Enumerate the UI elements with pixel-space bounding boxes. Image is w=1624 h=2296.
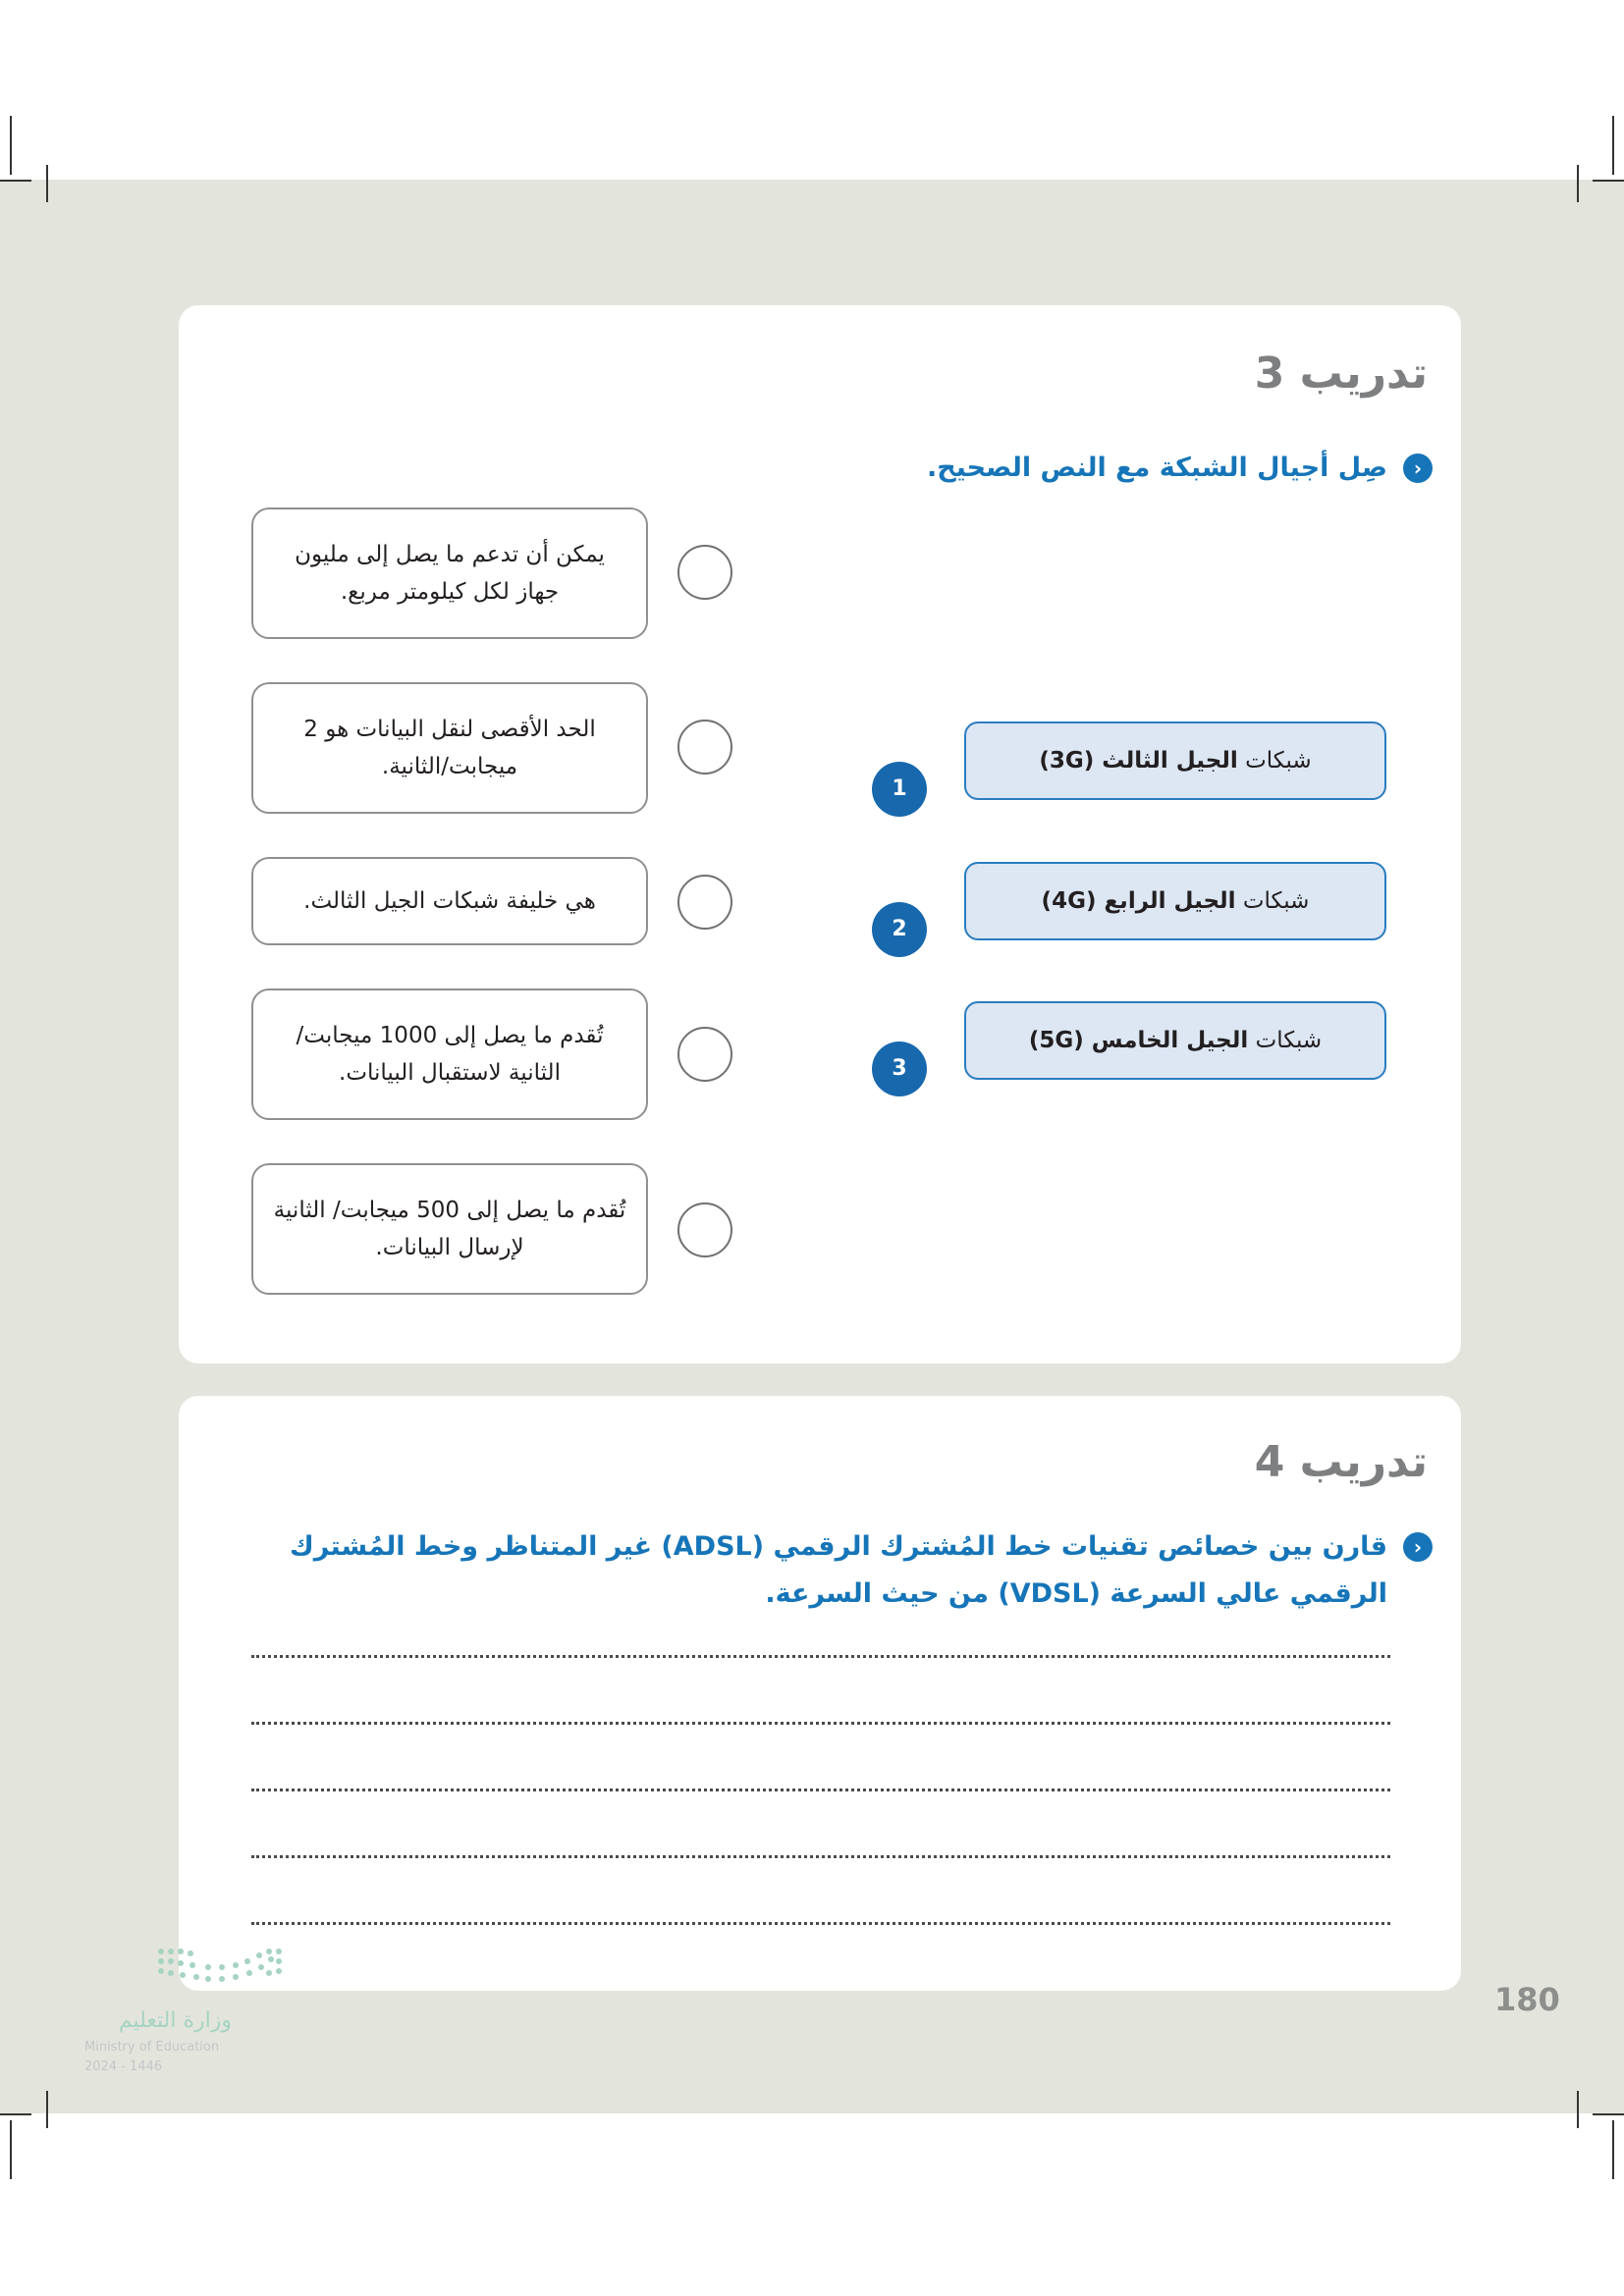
answer-line-4[interactable] xyxy=(251,1855,1390,1858)
ministry-name-ar: وزارة التعليم xyxy=(118,2008,232,2033)
crop-mark xyxy=(1593,2113,1624,2115)
generation-number-1: 1 xyxy=(872,762,927,817)
generation-prefix: شبكات xyxy=(1245,748,1312,774)
crop-mark xyxy=(1612,116,1614,175)
answer-line-3[interactable] xyxy=(251,1789,1390,1791)
crop-mark xyxy=(0,2113,31,2115)
edition-year: 2024 - 1446 xyxy=(84,2059,163,2074)
generation-prefix: شبكات xyxy=(1255,1028,1323,1053)
answer-circle-3[interactable] xyxy=(677,875,732,930)
generation-name: الجيل الخامس (5G) xyxy=(1028,1028,1249,1053)
answer-text-4: تُقدم ما يصل إلى 1000 ميجابت/ الثانية لاستقبال البيانات. xyxy=(296,1023,604,1086)
crop-mark xyxy=(10,116,12,175)
answer-box-4 xyxy=(251,988,648,1120)
answer-circle-4[interactable] xyxy=(677,1027,732,1082)
answer-text-5: تُقدم ما يصل إلى 500 ميجابت/ الثانية لإرسال البيانات. xyxy=(273,1198,626,1260)
answer-circle-2[interactable] xyxy=(677,720,732,774)
answer-box-1 xyxy=(251,507,648,639)
exercise-3-card xyxy=(179,305,1461,1363)
answer-box-5 xyxy=(251,1163,648,1295)
generation-box-3g[interactable] xyxy=(964,721,1386,800)
generation-label-5g xyxy=(1029,1028,1322,1053)
crop-mark xyxy=(1593,180,1624,182)
generation-number-2: 2 xyxy=(872,902,927,957)
generation-label-3g xyxy=(1039,748,1311,774)
exercise-4-title: تدريب 4 xyxy=(1254,1437,1428,1487)
crop-mark xyxy=(1577,165,1579,202)
crop-mark xyxy=(1612,2120,1614,2179)
page-number: 180 xyxy=(1494,1981,1560,2018)
generation-number-3: 3 xyxy=(872,1041,927,1096)
generation-name: الجيل الرابع (4G) xyxy=(1041,888,1236,914)
answer-circle-5[interactable] xyxy=(677,1202,732,1257)
ministry-logo-dots-icon xyxy=(153,1944,300,2002)
answer-text-2: الحد الأقصى لنقل البيانات هو 2 ميجابت/الثانية. xyxy=(303,717,596,779)
answer-line-5[interactable] xyxy=(251,1922,1390,1925)
crop-mark xyxy=(0,180,31,182)
generation-label-4g xyxy=(1042,888,1310,914)
exercise-4-card xyxy=(179,1396,1461,1991)
answer-text-3: هي خليفة شبكات الجيل الثالث. xyxy=(303,888,596,914)
exercise-4-instruction xyxy=(288,1523,1423,1618)
ministry-logo xyxy=(84,1944,300,2081)
answer-line-1[interactable] xyxy=(251,1655,1390,1658)
exercise-4-instruction-text: قارن بين خصائص تقنيات خط المُشترك الرقمي (ADSL) غير المتناظر وخط المُشترك الرقمي عالي السرعة (VDSL) من حيث السرعة. xyxy=(289,1531,1387,1609)
generation-prefix: شبكات xyxy=(1242,888,1310,914)
answer-text-1: يمكن أن تدعم ما يصل إلى مليون جهاز لكل كيلومتر مربع. xyxy=(295,542,605,605)
generation-box-4g[interactable] xyxy=(964,862,1386,940)
answer-line-2[interactable] xyxy=(251,1722,1390,1725)
exercise-3-title: تدريب 3 xyxy=(1254,348,1428,399)
answer-circle-1[interactable] xyxy=(677,545,732,600)
exercise-3-instruction-text: صِل أجيال الشبكة مع النص الصحيح. xyxy=(926,453,1387,483)
crop-mark xyxy=(1577,2091,1579,2128)
exercise-3-instruction xyxy=(926,445,1423,492)
crop-mark xyxy=(10,2120,12,2179)
crop-mark xyxy=(46,165,48,202)
answer-box-3 xyxy=(251,857,648,945)
ministry-name-en: Ministry of Education xyxy=(84,2040,220,2055)
chevron-left-icon: ‹ xyxy=(1403,454,1433,483)
generation-name: الجيل الثالث (3G) xyxy=(1039,748,1238,774)
chevron-left-icon: ‹ xyxy=(1403,1532,1433,1562)
crop-mark xyxy=(46,2091,48,2128)
answer-box-2 xyxy=(251,682,648,814)
generation-box-5g[interactable] xyxy=(964,1001,1386,1080)
